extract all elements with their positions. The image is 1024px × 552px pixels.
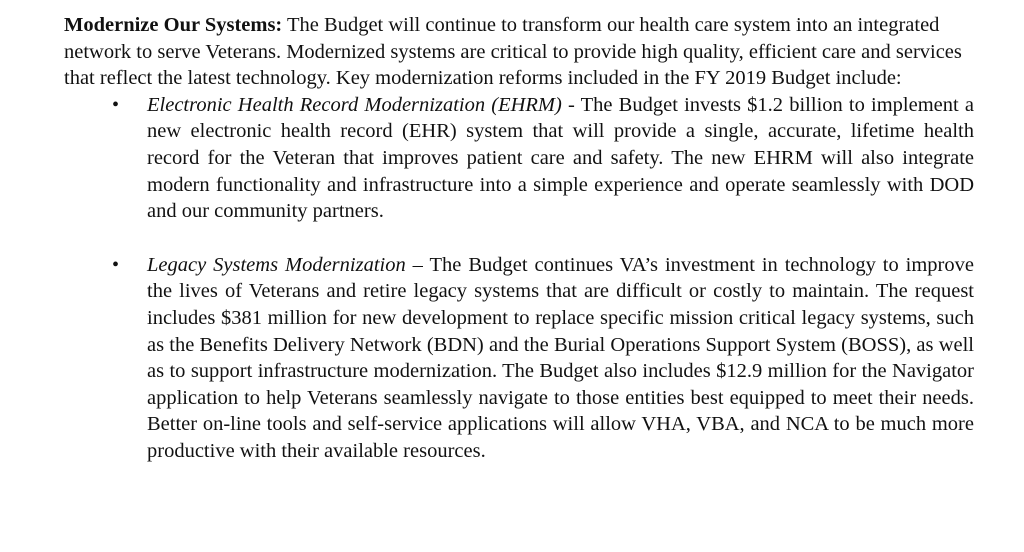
list-item-legacy-systems [64, 252, 974, 465]
document-page [64, 12, 974, 465]
list-item-ehrm [64, 92, 974, 225]
ehrm-text: The Budget invests $1.2 billion to implement a new electronic health record (EHR) system that will provide a single, accurate, lifetime health record for the Veteran that improves patient care and safety. The new EHRM will also integrate modern functionality and infrastructure into a simple experience and operate seamlessly with DOD and our community partners. [147, 93, 974, 223]
ehrm-term: Electronic Health Record Modernization (EHRM) [147, 93, 562, 116]
bullet-icon: • [112, 93, 120, 116]
legacy-systems-separator: – [405, 253, 430, 276]
reforms-list [64, 92, 974, 465]
legacy-systems-term: Legacy Systems Modernization [147, 253, 406, 276]
section-heading: Modernize Our Systems: [64, 14, 283, 36]
bullet-icon: • [112, 253, 120, 276]
intro-paragraph [64, 12, 974, 92]
legacy-systems-text: The Budget continues VA’s investment in technology to improve the lives of Veterans and retire legacy systems that are difficult or costly to maintain. The request includes $381 million for new development to replace specific mission critical legacy systems, such as the Benefits Delivery Network (BDN) and the Burial Operations Support System (BOSS), as well as to support infrastructure modernization. The Budget also includes $12.9 million for the Navigator application to help Veterans seamlessly navigate to those entities best equipped to meet their needs. Better on-line tools and self-service applications will allow VHA, VBA, and NCA to be much more productive with their available resources. [147, 253, 974, 462]
ehrm-separator: - [561, 93, 581, 116]
intro-text: The Budget will continue to transform our health care system into an integrated network to serve Veterans. Modernized systems are critical to provide high quality, efficient care and services that reflect the latest technology. Key modernization reforms included in the FY 2019 Budget include: [64, 14, 962, 90]
